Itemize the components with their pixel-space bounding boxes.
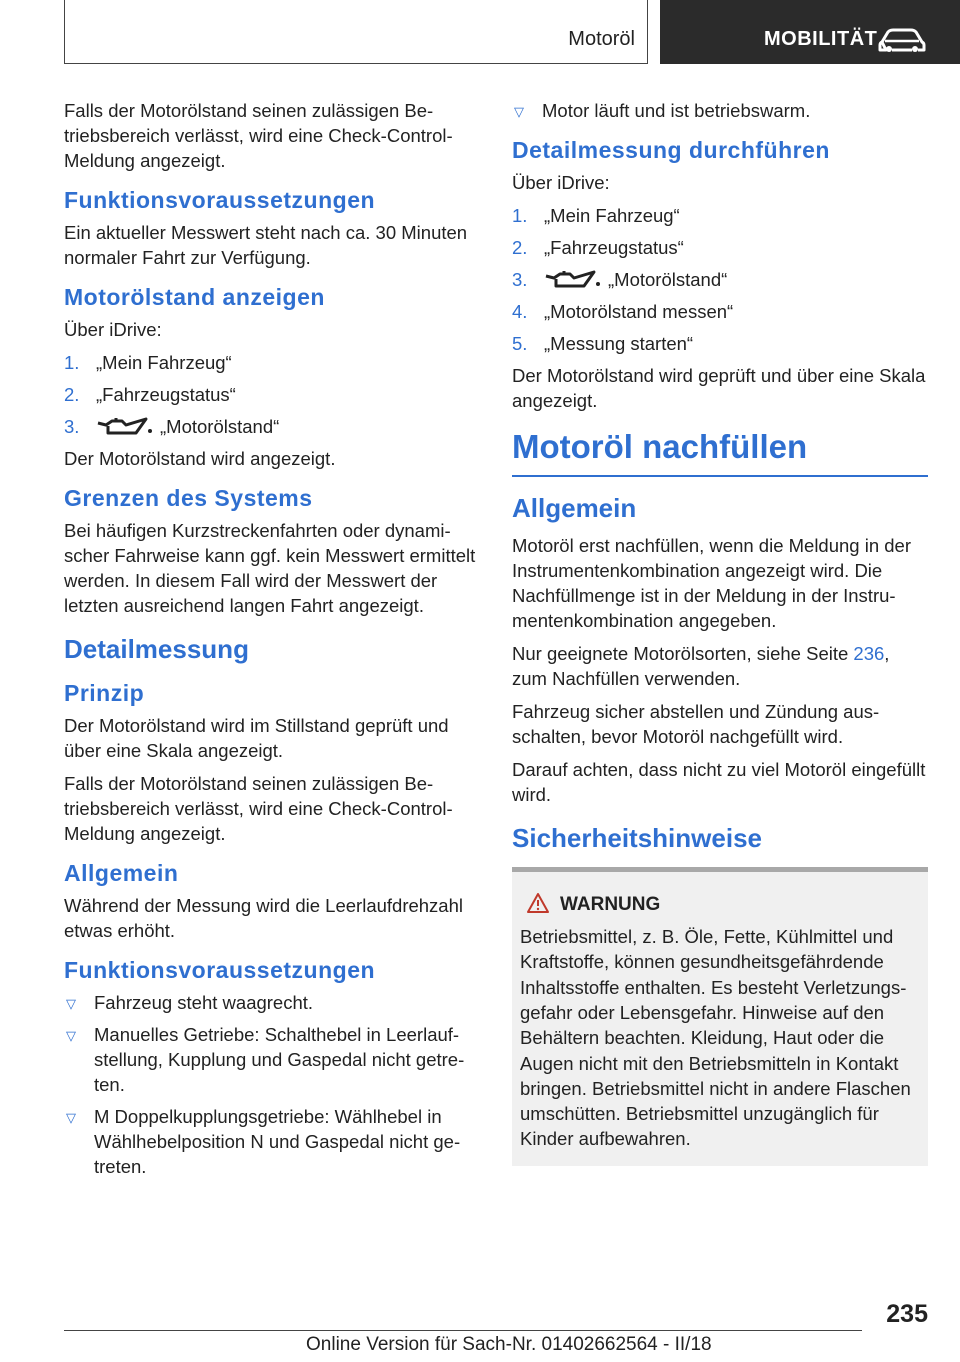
allgemein-p3: Fahrzeug sicher abstellen und Zündung ausschalten, bevor Motoröl nachgefüllt wird. xyxy=(512,701,880,748)
list-item xyxy=(64,350,478,375)
step-number: 4. xyxy=(512,301,528,323)
list-item xyxy=(512,331,928,356)
durch-steps xyxy=(512,203,928,356)
grenzen-text: Bei häufigen Kurzstreckenfahrten oder dynamischer Fahrweise kann ggf. kein Messwert ermittelt werden. In diesem Fall wird der Messwert der letzten ausreichend langen Fahrt angezeigt. xyxy=(64,520,476,617)
anzeigen-steps xyxy=(64,350,478,439)
oil-can-icon xyxy=(544,270,602,292)
list-item xyxy=(512,267,928,292)
list-item xyxy=(512,299,928,324)
bullet-text: M Doppelkupplungsgetriebe: Wählhebel in Wählhebelposition N und Gaspedal nicht getreten. xyxy=(94,1106,461,1178)
bullet-text: Motor läuft und ist betriebswarm. xyxy=(542,100,811,121)
right-column xyxy=(512,98,928,1166)
idrive-label: Über iDrive: xyxy=(64,319,162,340)
page-link[interactable]: 236 xyxy=(853,643,885,665)
step-text: „Motorölstand“ xyxy=(608,269,728,290)
prinzip-text-1: Der Motorölstand wird im Stillstand geprüft und über eine Skala angezeigt. xyxy=(64,715,449,762)
warning-title-text: WARNUNG xyxy=(560,894,661,916)
step-text: „Fahrzeugstatus“ xyxy=(96,384,236,405)
allgemein-text: Während der Messung wird die Leerlaufdrehzahl etwas erhöht. xyxy=(64,895,463,942)
oil-can-icon xyxy=(96,417,154,439)
list-item xyxy=(64,1022,478,1097)
list-item xyxy=(512,98,928,123)
header-chapter-title: MOBILITÄT xyxy=(764,28,878,50)
heading-motoroel-nachfuellen: Motoröl nachfüllen xyxy=(512,427,928,477)
step-number: 3. xyxy=(512,269,528,290)
heading-funktionsvoraussetzungen-2: Funktionsvoraussetzungen xyxy=(64,957,376,984)
list-item xyxy=(512,203,928,228)
header-section-title: Motoröl xyxy=(568,28,635,50)
triangle-bullet-icon: ▽ xyxy=(66,1028,76,1044)
right-bullets xyxy=(512,98,928,123)
footer-online-version: Online Version für Sach-Nr. 01402662564 - II/18 xyxy=(306,1334,712,1355)
list-item xyxy=(512,235,928,260)
anzeige-text: Der Motorölstand wird angezeigt. xyxy=(64,448,336,470)
heading-allgemein-left: Allgemein xyxy=(64,860,179,887)
funk1-text: Ein aktueller Messwert steht nach ca. 30 Minuten normaler Fahrt zur Verfügung. xyxy=(64,222,468,268)
warning-title xyxy=(520,894,920,916)
prinzip-text-2: Falls der Motorölstand seinen zulässigen Betriebsbereich verlässt, wird eine Check-Control-Meldung angezeigt. xyxy=(64,773,453,845)
step-number: 3. xyxy=(64,416,80,437)
idrive-label: Über iDrive: xyxy=(512,172,610,193)
list-item xyxy=(64,414,478,439)
allgemein-p2-pre: Nur geeignete Motorölsorten, siehe Seite xyxy=(512,643,854,665)
step-number: 5. xyxy=(512,333,528,355)
warning-box xyxy=(512,867,928,1166)
heading-prinzip: Prinzip xyxy=(64,680,145,707)
list-item xyxy=(64,1104,478,1179)
step-number: 1. xyxy=(512,205,528,226)
heading-detailmessung: Detailmessung xyxy=(64,634,249,665)
allgemein-p4: Darauf achten, dass nicht zu viel Motoröl eingefüllt wird. xyxy=(512,759,926,806)
warning-triangle-icon xyxy=(526,892,550,914)
intro-text: Falls der Motorölstand seinen zulässigen Betriebsbereich verlässt, wird eine Check-Control-Meldung angezeigt. xyxy=(64,100,453,171)
header-section-box xyxy=(64,0,648,64)
heading-funktionsvoraussetzungen-1: Funktionsvoraussetzungen xyxy=(64,187,376,213)
heading-allgemein-right: Allgemein xyxy=(512,493,637,524)
list-item xyxy=(64,382,478,407)
triangle-bullet-icon: ▽ xyxy=(66,996,76,1012)
heading-sicherheitshinweise: Sicherheitshinweise xyxy=(512,823,762,854)
step-text: „Motorölstand messen“ xyxy=(544,301,734,323)
triangle-bullet-icon: ▽ xyxy=(514,104,524,119)
bullet-text: Manuelles Getriebe: Schalthebel in Leerlaufstellung, Kupplung und Gaspedal nicht getreten. xyxy=(94,1024,465,1096)
step-text: „Messung starten“ xyxy=(544,333,694,355)
allgemein-p1: Motoröl erst nachfüllen, wenn die Meldung in der Instrumentenkombination angezeigt wird. Die Nachfüllmenge ist in der Meldung in der Instrumentenkombination angegeben. xyxy=(512,535,912,632)
triangle-bullet-icon: ▽ xyxy=(66,1110,76,1126)
step-text: „Mein Fahrzeug“ xyxy=(96,352,232,373)
allgemein-p2-post: , zum Nachfüllen verwenden. xyxy=(512,643,890,690)
heading-grenzen: Grenzen des Systems xyxy=(64,485,313,512)
page-number: 235 xyxy=(886,1300,928,1328)
footer-divider xyxy=(64,1330,862,1331)
funk2-bullets xyxy=(64,990,478,1179)
heading-detailmessung-durchfuehren: Detailmessung durchführen xyxy=(512,137,830,163)
allgemein-p2 xyxy=(512,641,928,691)
step-text: „Mein Fahrzeug“ xyxy=(544,205,680,226)
heading-motoroelstand-anzeigen: Motorölstand anzeigen xyxy=(64,284,325,310)
car-icon xyxy=(878,28,926,54)
step-number: 1. xyxy=(64,352,80,373)
step-text: „Fahrzeugstatus“ xyxy=(544,237,684,258)
warning-text: Betriebsmittel, z. B. Öle, Fette, Kühlmittel und Kraftstoffe, können gesundheitsgefährdende Inhaltsstoffe enthalten. Es besteht Verletzungsgefahr oder Lebensgefahr. Hinweise auf den Behältern beachten. Kleidung, Haut oder die Augen nicht mit den Betriebsmitteln in Kontakt bringen. Betriebsmittel nicht in andere Flaschen umschütten. Betriebsmittel unzugänglich für Kinder aufbewahren. xyxy=(520,926,911,1150)
step-number: 2. xyxy=(64,384,80,405)
list-item xyxy=(64,990,478,1015)
bullet-text: Fahrzeug steht waagrecht. xyxy=(94,992,314,1014)
step-number: 2. xyxy=(512,237,528,258)
durch-text: Der Motorölstand wird geprüft und über eine Skala angezeigt. xyxy=(512,365,926,412)
left-column xyxy=(64,98,478,1186)
step-text: „Motorölstand“ xyxy=(160,416,280,437)
